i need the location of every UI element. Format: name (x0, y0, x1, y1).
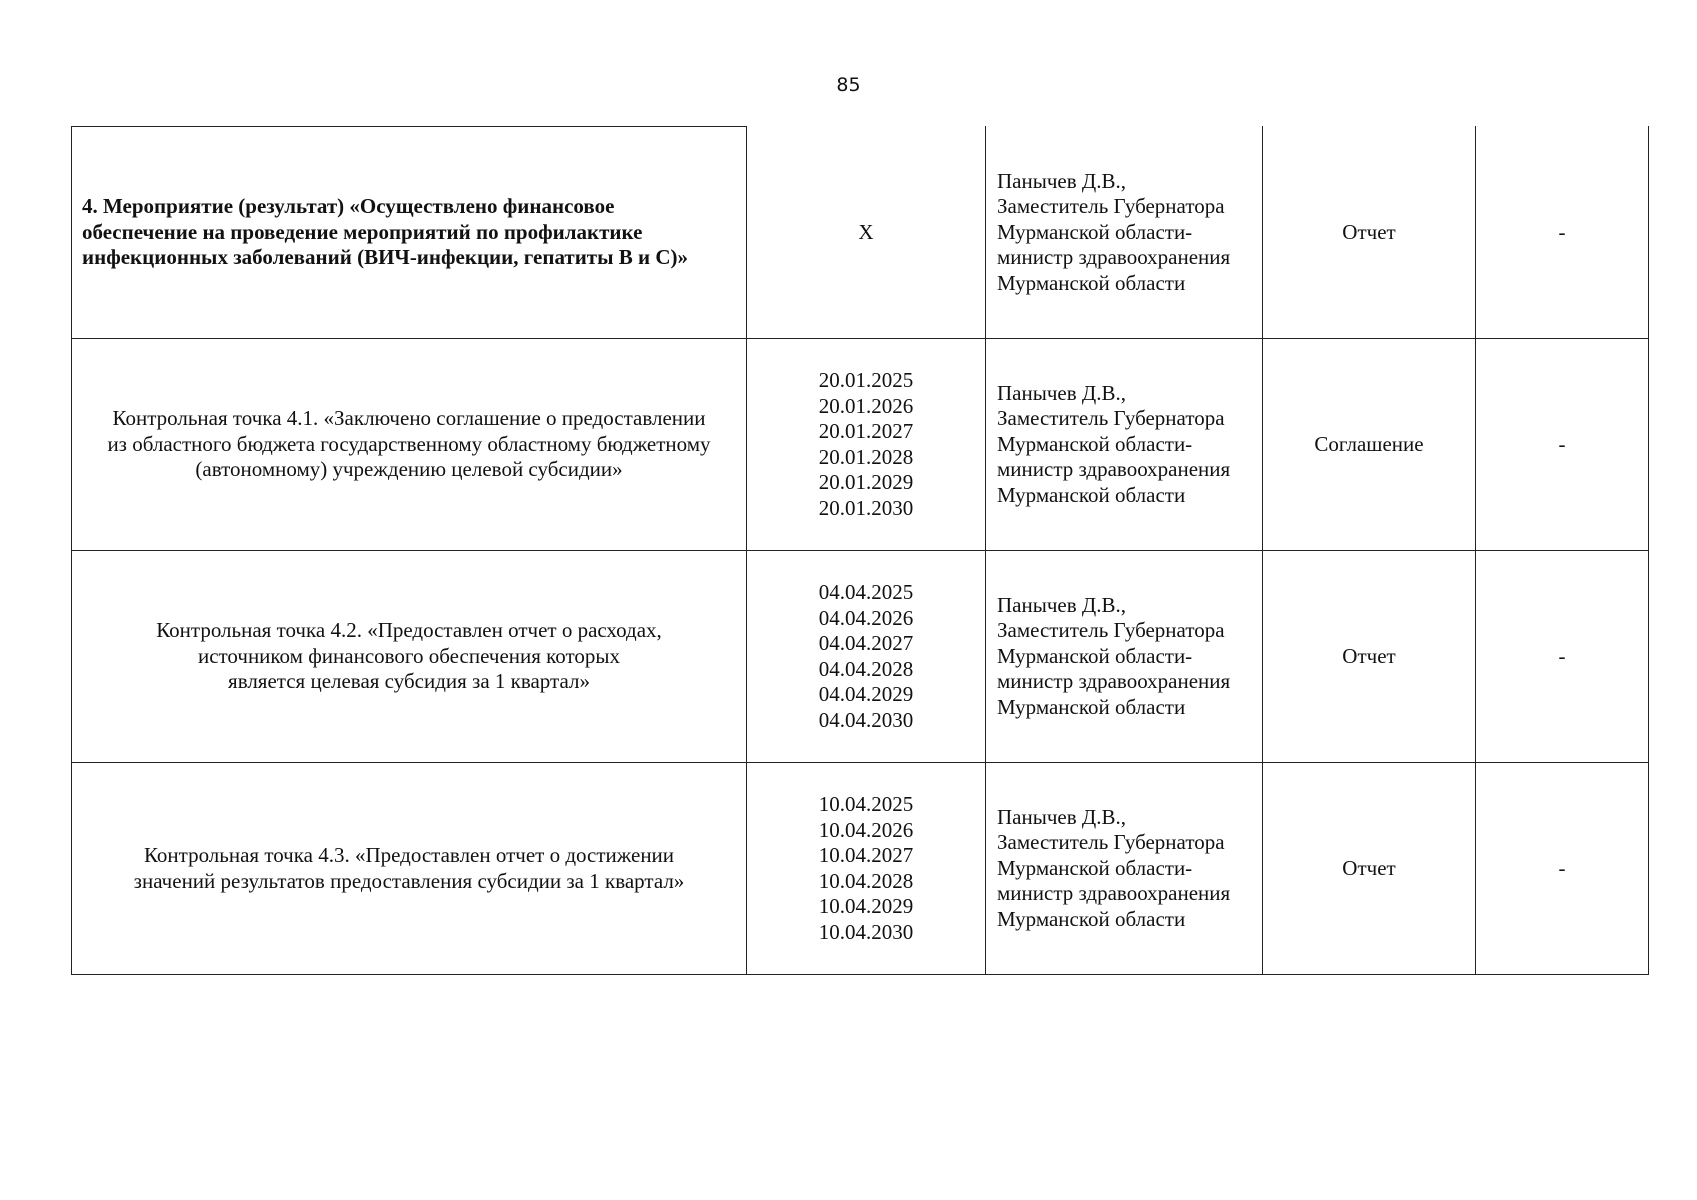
checkpoint-name-line: значений результатов предоставления субсидии за 1 квартал» (133, 868, 685, 893)
checkpoint-name-cell (72, 763, 747, 975)
responsible-line: Мурманской области- (997, 219, 1193, 244)
deadline-cell (747, 127, 986, 339)
responsible-line: Мурманской области (997, 906, 1186, 931)
document-cell: Отчет (1263, 763, 1476, 975)
deadline-date: 04.04.2029 (818, 682, 914, 706)
deadline-date: 04.04.2028 (818, 656, 914, 681)
checkpoint-name-line: источником финансового обеспечения которых (197, 643, 621, 668)
document-cell: Отчет (1263, 551, 1476, 763)
responsible-line: министр здравоохранения (997, 457, 1231, 482)
responsible-line: Панычев Д.В., (997, 168, 1126, 193)
note-cell: - (1476, 339, 1649, 551)
deadline-date: 04.04.2025 (818, 580, 914, 604)
deadline-cell (747, 551, 986, 763)
responsible-line: министр здравоохранения (997, 669, 1231, 694)
deadline-date: 20.01.2029 (818, 470, 914, 494)
responsible-line: Мурманской области- (997, 431, 1193, 456)
responsible-line: Панычев Д.В., (997, 380, 1126, 405)
note-cell: - (1476, 551, 1649, 763)
responsible-line: Мурманской области (997, 694, 1186, 719)
responsible-line: Заместитель Губернатора (997, 406, 1225, 431)
deadline-date: 20.01.2026 (818, 393, 914, 418)
deadline-date: 10.04.2029 (818, 894, 914, 918)
checkpoint-name-line: (автономному) учреждению целевой субсидии» (195, 457, 623, 482)
checkpoint-name-line: из областного бюджета государственному областному бюджетному (107, 431, 711, 456)
responsible-line: Мурманской области (997, 270, 1186, 295)
responsible-cell (986, 339, 1263, 551)
note-cell: - (1476, 127, 1649, 339)
page-number: 85 (836, 74, 861, 96)
plan-table (71, 126, 1649, 975)
deadline-date: 10.04.2030 (818, 919, 914, 944)
responsible-line: Мурманской области- (997, 643, 1193, 668)
table-row (72, 551, 1649, 763)
deadline-cell (747, 763, 986, 975)
responsible-line: министр здравоохранения (997, 245, 1231, 270)
deadline-date: 10.04.2028 (818, 868, 914, 893)
note-cell: - (1476, 763, 1649, 975)
responsible-line: Заместитель Губернатора (997, 830, 1225, 855)
responsible-line: Мурманской области- (997, 855, 1193, 880)
deadline-date: 10.04.2027 (818, 843, 914, 867)
responsible-cell (986, 763, 1263, 975)
deadline-date: 10.04.2025 (818, 792, 914, 816)
checkpoint-name-line: Контрольная точка 4.2. «Предоставлен отчет о расходах, (156, 618, 662, 643)
deadline-value: X (858, 219, 874, 244)
responsible-line: Заместитель Губернатора (997, 618, 1225, 643)
responsible-line: Мурманской области (997, 482, 1186, 507)
deadline-cell (747, 339, 986, 551)
deadline-date: 04.04.2030 (818, 707, 914, 732)
checkpoint-name-line: Контрольная точка 4.1. «Заключено соглашение о предоставлении (112, 406, 706, 431)
responsible-cell (986, 127, 1263, 339)
deadline-date: 04.04.2027 (818, 631, 914, 655)
table-row (72, 763, 1649, 975)
responsible-line: Панычев Д.В., (997, 592, 1126, 617)
responsible-line: министр здравоохранения (997, 881, 1231, 906)
checkpoint-name-cell (72, 551, 747, 763)
table-row (72, 127, 1649, 339)
document-cell: Отчет (1263, 127, 1476, 339)
activity-name-line: обеспечение на проведение мероприятий по профилактике (82, 219, 643, 244)
checkpoint-name-cell (72, 339, 747, 551)
deadline-date: 04.04.2026 (818, 605, 914, 630)
deadline-date: 10.04.2026 (818, 817, 914, 842)
deadline-date: 20.01.2025 (818, 368, 914, 392)
deadline-date: 20.01.2030 (818, 495, 914, 520)
deadline-date: 20.01.2028 (818, 444, 914, 469)
activity-name-cell (72, 127, 747, 339)
document-cell: Соглашение (1263, 339, 1476, 551)
responsible-line: Панычев Д.В., (997, 804, 1126, 829)
checkpoint-name-line: Контрольная точка 4.3. «Предоставлен отчет о достижении (143, 843, 675, 867)
responsible-cell (986, 551, 1263, 763)
activity-name-line: инфекционных заболеваний (ВИЧ-инфекции, гепатиты В и С)» (82, 245, 689, 270)
deadline-date: 20.01.2027 (818, 419, 914, 443)
table-row (72, 339, 1649, 551)
activity-name-line: 4. Мероприятие (результат) «Осуществлено финансовое (82, 194, 615, 219)
responsible-line: Заместитель Губернатора (997, 194, 1225, 219)
checkpoint-name-line: является целевая субсидия за 1 квартал» (228, 669, 590, 694)
